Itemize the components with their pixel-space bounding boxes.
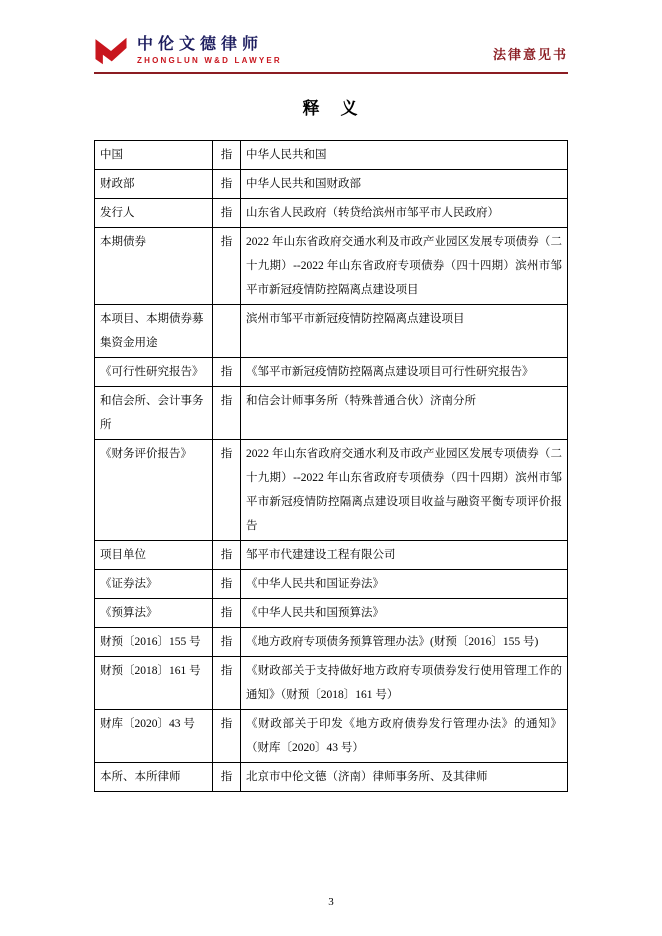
- term-cell: 《财务评价报告》: [95, 440, 213, 541]
- table-row: [95, 763, 568, 792]
- mean-cell: 指: [213, 440, 241, 541]
- mean-cell: 指: [213, 228, 241, 305]
- term-cell: 《可行性研究报告》: [95, 358, 213, 387]
- table-row: [95, 228, 568, 305]
- mean-cell: 指: [213, 387, 241, 440]
- table-row: [95, 387, 568, 440]
- doc-type-label: 法律意见书: [492, 47, 568, 62]
- table-row: [95, 710, 568, 763]
- page-header: [94, 36, 568, 74]
- term-cell: 财库〔2020〕43 号: [95, 710, 213, 763]
- definition-cell: 中华人民共和国: [241, 141, 568, 170]
- mean-cell: 指: [213, 141, 241, 170]
- definition-cell: 《中华人民共和国预算法》: [241, 599, 568, 628]
- mean-cell: 指: [213, 570, 241, 599]
- definition-cell: 邹平市代建建设工程有限公司: [241, 541, 568, 570]
- table-row: [95, 199, 568, 228]
- table-row: [95, 141, 568, 170]
- term-cell: 本项目、本期债券募集资金用途: [95, 305, 213, 358]
- term-cell: 和信会所、会计事务所: [95, 387, 213, 440]
- logo-name-cn: 中伦文德律师: [137, 36, 264, 54]
- logo-text-block: [137, 36, 282, 65]
- mean-cell: 指: [213, 541, 241, 570]
- definition-cell: 《财政部关于印发《地方政府债券发行管理办法》的通知》（财库〔2020〕43 号）: [241, 710, 568, 763]
- mean-cell: [213, 305, 241, 358]
- table-row: [95, 599, 568, 628]
- definition-cell: 《财政部关于支持做好地方政府专项债券发行使用管理工作的通知》（财预〔2018〕161 号）: [241, 657, 568, 710]
- definition-cell: 2022 年山东省政府交通水利及市政产业园区发展专项债券（二十九期）--2022 年山东省政府专项债券（四十四期）滨州市邹平市新冠疫情防控隔离点建设项目: [241, 228, 568, 305]
- term-cell: 《预算法》: [95, 599, 213, 628]
- term-cell: 项目单位: [95, 541, 213, 570]
- definition-cell: 滨州市邹平市新冠疫情防控隔离点建设项目: [241, 305, 568, 358]
- logo-name-en: ZHONGLUN W&D LAWYER: [137, 55, 282, 65]
- definition-cell: 和信会计师事务所（特殊普通合伙）济南分所: [241, 387, 568, 440]
- term-cell: 财政部: [95, 170, 213, 199]
- page-title: 释 义: [302, 99, 360, 118]
- term-cell: 中国: [95, 141, 213, 170]
- table-row: [95, 305, 568, 358]
- definition-cell: 《邹平市新冠疫情防控隔离点建设项目可行性研究报告》: [241, 358, 568, 387]
- definition-cell: 山东省人民政府（转贷给滨州市邹平市人民政府）: [241, 199, 568, 228]
- mean-cell: 指: [213, 657, 241, 710]
- definitions-table: [94, 140, 568, 792]
- definition-cell: 《中华人民共和国证券法》: [241, 570, 568, 599]
- term-cell: 本所、本所律师: [95, 763, 213, 792]
- term-cell: 财预〔2018〕161 号: [95, 657, 213, 710]
- term-cell: 《证券法》: [95, 570, 213, 599]
- mean-cell: 指: [213, 199, 241, 228]
- table-row: [95, 440, 568, 541]
- definition-cell: 2022 年山东省政府交通水利及市政产业园区发展专项债券（二十九期）--2022 年山东省政府专项债券（四十四期）滨州市邹平市新冠疫情防控隔离点建设项目收益与融资平衡专项评价报告: [241, 440, 568, 541]
- mean-cell: 指: [213, 599, 241, 628]
- term-cell: 发行人: [95, 199, 213, 228]
- term-cell: 本期债券: [95, 228, 213, 305]
- zhonglun-logo-icon: [94, 36, 128, 66]
- law-firm-logo: [94, 36, 282, 66]
- table-row: [95, 358, 568, 387]
- table-row: [95, 570, 568, 599]
- definition-cell: 中华人民共和国财政部: [241, 170, 568, 199]
- mean-cell: 指: [213, 170, 241, 199]
- page-number: 3: [328, 896, 334, 908]
- mean-cell: 指: [213, 628, 241, 657]
- table-row: [95, 657, 568, 710]
- table-row: [95, 170, 568, 199]
- mean-cell: 指: [213, 763, 241, 792]
- mean-cell: 指: [213, 358, 241, 387]
- mean-cell: 指: [213, 710, 241, 763]
- table-row: [95, 541, 568, 570]
- definition-cell: 北京市中伦文德（济南）律师事务所、及其律师: [241, 763, 568, 792]
- table-row: [95, 628, 568, 657]
- term-cell: 财预〔2016〕155 号: [95, 628, 213, 657]
- definition-cell: 《地方政府专项债务预算管理办法》(财预〔2016〕155 号): [241, 628, 568, 657]
